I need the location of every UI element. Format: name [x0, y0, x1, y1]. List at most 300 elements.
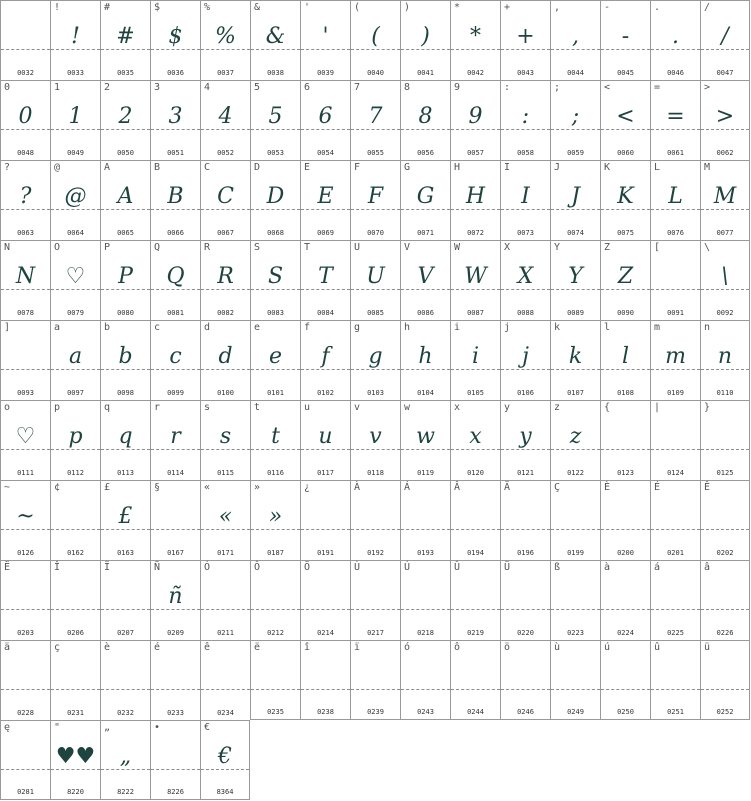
glyph-cell [200, 160, 250, 240]
glyph-sample: J [571, 184, 580, 209]
glyph-code: 0040 [367, 69, 384, 77]
glyph-code: 0123 [617, 469, 634, 477]
glyph-sample: + [516, 24, 535, 49]
glyph-sample: - [621, 24, 630, 49]
glyph-cell [50, 0, 100, 80]
glyph-sample: S [267, 264, 284, 289]
glyph-cell [150, 480, 200, 560]
glyph-char-label: R [204, 242, 211, 253]
glyph-cell [350, 560, 400, 640]
glyph-char-label: ï [354, 642, 361, 653]
glyph-sample: R [217, 264, 234, 289]
glyph-char-label: b [104, 322, 111, 333]
glyph-code: 0233 [167, 709, 184, 717]
glyph-char-label: * [454, 2, 461, 13]
glyph-cell [150, 160, 200, 240]
glyph-sample: Y [568, 264, 583, 289]
glyph-sample [601, 575, 650, 619]
glyph-cell [650, 160, 700, 240]
glyph-sample: € [218, 744, 232, 769]
glyph-char-label: Ñ [154, 562, 161, 573]
glyph-code: 0226 [716, 629, 734, 637]
glyph-cell [400, 80, 450, 160]
glyph-sample [301, 655, 350, 699]
glyph-code: 0080 [117, 309, 134, 317]
glyph-sample [151, 735, 200, 779]
glyph-char-label: Ö [304, 562, 311, 573]
glyph-sample: L [668, 184, 683, 209]
glyph-sample [651, 575, 700, 619]
glyph-cell [550, 80, 600, 160]
glyph-cell [500, 400, 550, 480]
glyph-code: 0228 [17, 709, 34, 717]
glyph-code: 0055 [367, 149, 384, 157]
glyph-sample: k [568, 344, 583, 369]
glyph-sample: 3 [168, 104, 183, 129]
glyph-code: 0061 [667, 149, 684, 157]
glyph-cell [500, 640, 550, 720]
glyph-char-label: x [454, 402, 461, 413]
glyph-sample: = [666, 104, 685, 129]
glyph-cell [550, 560, 600, 640]
glyph-sample: 4 [218, 104, 233, 129]
glyph-code: 0171 [217, 549, 234, 557]
glyph-sample: £ [118, 504, 133, 529]
glyph-sample: % [215, 24, 236, 49]
glyph-char-label: k [554, 322, 561, 333]
glyph-sample [651, 495, 700, 539]
glyph-sample: < [616, 104, 635, 129]
glyph-char-label: • [154, 722, 161, 733]
glyph-code: 0162 [67, 549, 84, 557]
glyph-char-label: a [54, 322, 61, 333]
glyph-char-label: ë [254, 642, 261, 653]
glyph-sample [651, 415, 700, 459]
glyph-sample: \ [721, 264, 729, 289]
glyph-char-label: , [554, 2, 561, 13]
glyph-code: 0196 [517, 549, 534, 557]
glyph-cell [700, 480, 750, 560]
glyph-code: 0077 [716, 229, 734, 237]
glyph-char-label: ( [354, 2, 361, 13]
glyph-code: 0099 [167, 389, 184, 397]
glyph-code: 0193 [417, 549, 434, 557]
glyph-char-label: \ [704, 242, 711, 253]
glyph-char-label: ? [4, 162, 11, 173]
glyph-code: 0056 [417, 149, 434, 157]
glyph-sample: 9 [468, 104, 483, 129]
glyph-char-label: l [604, 322, 611, 333]
glyph-sample: G [416, 184, 435, 209]
glyph-code: 0119 [417, 469, 434, 477]
glyph-code: 0223 [567, 629, 584, 637]
glyph-cell [50, 720, 100, 800]
glyph-cell [350, 320, 400, 400]
glyph-code: 0065 [117, 229, 134, 237]
glyph-sample: ! [71, 24, 80, 49]
glyph-cell [50, 320, 100, 400]
glyph-sample: 8 [418, 104, 433, 129]
glyph-sample: : [521, 104, 530, 129]
glyph-char-label: < [604, 82, 611, 93]
glyph-code: 0207 [117, 629, 134, 637]
glyph-cell [400, 400, 450, 480]
glyph-cell [550, 0, 600, 80]
glyph-sample [551, 655, 600, 699]
glyph-cell [400, 560, 450, 640]
glyph-cell [500, 160, 550, 240]
glyph-cell [100, 0, 150, 80]
glyph-sample: ) [421, 24, 430, 49]
glyph-sample [1, 655, 50, 699]
glyph-sample: E [317, 184, 334, 209]
glyph-code: 0110 [716, 389, 734, 397]
glyph-sample: I [521, 184, 530, 209]
glyph-sample: d [218, 344, 233, 369]
glyph-char-label: y [504, 402, 511, 413]
glyph-code: 0122 [567, 469, 584, 477]
glyph-cell [250, 400, 300, 480]
glyph-cell [450, 0, 500, 80]
glyph-sample [451, 575, 500, 619]
glyph-cell [50, 480, 100, 560]
glyph-code: 0104 [417, 389, 434, 397]
glyph-sample: C [217, 184, 234, 209]
glyph-code: 0192 [367, 549, 384, 557]
glyph-cell [250, 160, 300, 240]
glyph-code: 0072 [467, 229, 484, 237]
glyph-char-label: n [704, 322, 711, 333]
glyph-char-label: / [704, 2, 711, 13]
glyph-char-label: = [654, 82, 661, 93]
glyph-cell [700, 640, 750, 720]
glyph-code: 0081 [167, 309, 184, 317]
glyph-cell [400, 480, 450, 560]
glyph-code: 0218 [417, 629, 434, 637]
glyph-char-label: > [704, 82, 711, 93]
glyph-sample: H [465, 184, 486, 209]
glyph-char-label: { [604, 402, 611, 413]
glyph-code: 0235 [267, 708, 284, 716]
glyph-char-label: » [254, 482, 261, 493]
glyph-char-label: M [704, 162, 711, 173]
glyph-cell [100, 240, 150, 320]
glyph-sample [201, 575, 250, 619]
glyph-cell [300, 160, 350, 240]
glyph-sample: q [118, 424, 133, 449]
glyph-sample [601, 415, 650, 459]
glyph-code: 0044 [567, 69, 584, 77]
glyph-code: 0041 [417, 69, 434, 77]
glyph-sample [101, 655, 150, 699]
glyph-cell [0, 0, 50, 80]
glyph-code: 0083 [267, 309, 284, 317]
glyph-cell [350, 640, 400, 720]
glyph-code: 0100 [217, 389, 234, 397]
glyph-sample [551, 495, 600, 539]
glyph-sample [401, 495, 450, 539]
glyph-sample: P [118, 264, 133, 289]
glyph-cell [450, 560, 500, 640]
glyph-char-label: " [54, 722, 61, 733]
glyph-cell [600, 640, 650, 720]
glyph-code: 8222 [117, 788, 134, 796]
glyph-sample: g [368, 344, 383, 369]
glyph-sample: T [318, 264, 333, 289]
glyph-sample: M [713, 184, 737, 209]
glyph-code: 0209 [167, 629, 184, 637]
glyph-cell [250, 80, 300, 160]
glyph-sample [701, 575, 749, 619]
glyph-cell [250, 0, 300, 80]
glyph-cell [50, 240, 100, 320]
glyph-cell [100, 560, 150, 640]
glyph-cell [400, 640, 450, 720]
glyph-char-label: Ï [104, 562, 111, 573]
glyph-cell [200, 480, 250, 560]
glyph-code: 0250 [617, 708, 634, 716]
glyph-sample: > [715, 104, 735, 129]
glyph-code: 0107 [567, 389, 584, 397]
glyph-cell [650, 0, 700, 80]
glyph-char-label: 9 [454, 82, 461, 93]
glyph-code: 0076 [667, 229, 684, 237]
glyph-cell [550, 240, 600, 320]
glyph-char-label: } [704, 402, 711, 413]
glyph-code: 0120 [467, 469, 484, 477]
glyph-code: 0224 [617, 629, 634, 637]
glyph-sample: ♡ [15, 424, 36, 449]
glyph-cell [700, 0, 750, 80]
glyph-char-label: H [454, 162, 461, 173]
glyph-sample [151, 495, 200, 539]
glyph-sample: X [517, 264, 534, 289]
glyph-code: 0084 [317, 309, 334, 317]
glyph-sample: l [621, 344, 630, 369]
glyph-code: 0051 [167, 149, 184, 157]
glyph-char-label: ) [404, 2, 411, 13]
glyph-code: 0126 [17, 549, 34, 557]
glyph-code: 0167 [167, 549, 184, 557]
glyph-code: 0113 [117, 469, 134, 477]
glyph-code: 0064 [67, 229, 84, 237]
glyph-char-label: £ [104, 482, 111, 493]
glyph-code: 0125 [716, 469, 734, 477]
glyph-cell [650, 640, 700, 720]
glyph-cell [600, 320, 650, 400]
glyph-char-label: L [654, 162, 661, 173]
glyph-cell [50, 400, 100, 480]
glyph-code: 0066 [167, 229, 184, 237]
glyph-code: 0090 [617, 309, 634, 317]
glyph-cell [100, 160, 150, 240]
glyph-cell [0, 560, 50, 640]
glyph-cell [350, 240, 400, 320]
glyph-char-label: ¢ [54, 482, 61, 493]
glyph-code: 0246 [517, 708, 534, 716]
glyph-char-label: „ [104, 722, 111, 733]
glyph-sample: 5 [268, 104, 283, 129]
glyph-code: 0115 [217, 469, 234, 477]
glyph-cell [500, 240, 550, 320]
glyph-code: 0249 [567, 708, 584, 716]
glyph-code: 0281 [17, 788, 34, 796]
glyph-cell [400, 240, 450, 320]
glyph-cell [300, 560, 350, 640]
glyph-char-label: w [404, 402, 411, 413]
glyph-cell [250, 560, 300, 640]
glyph-char-label: & [254, 2, 261, 13]
glyph-char-label: T [304, 242, 311, 253]
glyph-code: 0047 [716, 69, 734, 77]
glyph-sample [1, 575, 50, 619]
glyph-sample [1, 335, 50, 379]
glyph-char-label: j [504, 322, 511, 333]
glyph-cell [600, 240, 650, 320]
glyph-code: 0244 [467, 708, 484, 716]
glyph-code: 0219 [467, 629, 484, 637]
glyph-cell [200, 240, 250, 320]
glyph-sample: ? [19, 184, 32, 209]
glyph-code: 0052 [217, 149, 234, 157]
glyph-sample [451, 655, 500, 699]
glyph-char-label: 1 [54, 82, 61, 93]
glyph-char-label: ó [404, 642, 411, 653]
glyph-code: 0109 [667, 389, 684, 397]
glyph-char-label: t [254, 402, 261, 413]
glyph-sample: ( [371, 24, 380, 49]
glyph-char-label: 6 [304, 82, 311, 93]
glyph-sample: ♥♥ [55, 744, 96, 769]
glyph-code: 0187 [267, 549, 284, 557]
glyph-sample: K [617, 184, 634, 209]
glyph-code: 0035 [117, 69, 134, 77]
glyph-sample: e [268, 344, 283, 369]
glyph-char-label: J [554, 162, 561, 173]
glyph-sample [1, 15, 50, 59]
glyph-code: 0054 [317, 149, 334, 157]
glyph-char-label: ç [54, 642, 61, 653]
glyph-char-label: - [604, 2, 611, 13]
glyph-cell [600, 0, 650, 80]
glyph-cell [500, 480, 550, 560]
glyph-code: 0088 [517, 309, 534, 317]
glyph-sample: N [15, 264, 36, 289]
glyph-sample: F [367, 184, 384, 209]
glyph-sample: D [266, 184, 285, 209]
glyph-code: 0201 [667, 549, 684, 557]
glyph-code: 0098 [117, 389, 134, 397]
glyph-code: 0060 [617, 149, 634, 157]
glyph-sample: ~ [16, 504, 35, 529]
glyph-code: 0089 [567, 309, 584, 317]
glyph-char-label: ú [604, 642, 611, 653]
glyph-cell [0, 640, 50, 720]
glyph-sample [701, 655, 749, 699]
glyph-code: 0079 [67, 309, 84, 317]
glyph-char-label: € [204, 722, 211, 733]
glyph-char-label: u [304, 402, 311, 413]
glyph-cell [300, 640, 350, 720]
glyph-cell [100, 80, 150, 160]
glyph-cell [200, 400, 250, 480]
glyph-code: 0234 [217, 709, 234, 717]
glyph-sample: $ [168, 24, 183, 49]
glyph-sample: y [519, 424, 532, 449]
glyph-char-label: h [404, 322, 411, 333]
glyph-code: 0163 [117, 549, 134, 557]
glyph-cell [450, 400, 500, 480]
glyph-char-label: « [204, 482, 211, 493]
glyph-sample: c [169, 344, 182, 369]
glyph-cell [500, 320, 550, 400]
glyph-sample: z [569, 424, 582, 449]
glyph-char-label: â [704, 562, 711, 573]
glyph-sample: * [470, 24, 481, 49]
glyph-cell [500, 80, 550, 160]
glyph-char-label: ! [54, 2, 61, 13]
glyph-sample: p [68, 424, 83, 449]
glyph-code: 0238 [317, 708, 334, 716]
glyph-cell [650, 240, 700, 320]
glyph-sample: a [68, 344, 83, 369]
glyph-char-label: r [154, 402, 161, 413]
glyph-char-label: 5 [254, 82, 261, 93]
glyph-sample [451, 495, 500, 539]
glyph-code: 0220 [517, 629, 534, 637]
glyph-char-label: é [154, 642, 161, 653]
glyph-cell [300, 400, 350, 480]
glyph-code: 0049 [67, 149, 84, 157]
glyph-code: 0202 [716, 549, 734, 557]
glyph-char-label: ö [504, 642, 511, 653]
glyph-char-label: q [104, 402, 111, 413]
glyph-sample [1, 735, 50, 779]
glyph-code: 8226 [167, 788, 184, 796]
glyph-char-label: î [304, 642, 311, 653]
glyph-cell [450, 160, 500, 240]
glyph-sample: A [117, 184, 134, 209]
glyph-code: 0251 [667, 708, 684, 716]
glyph-code: 0068 [267, 229, 284, 237]
glyph-code: 0106 [517, 389, 534, 397]
glyph-char-label: 0 [4, 82, 11, 93]
glyph-cell [100, 320, 150, 400]
glyph-sample [351, 495, 400, 539]
glyph-cell [600, 160, 650, 240]
glyph-code: 0048 [17, 149, 34, 157]
glyph-sample: ' [322, 24, 329, 49]
glyph-char-label: c [154, 322, 161, 333]
glyph-char-label: : [504, 82, 511, 93]
glyph-cell [100, 480, 150, 560]
glyph-char-label: ä [4, 642, 11, 653]
glyph-code: 0108 [617, 389, 634, 397]
glyph-char-label: Ç [554, 482, 561, 493]
glyph-cell [0, 240, 50, 320]
glyph-code: 0078 [17, 309, 34, 317]
glyph-cell [700, 240, 750, 320]
glyph-char-label: ; [554, 82, 561, 93]
glyph-sample: « [218, 504, 233, 529]
glyph-char-label: [ [654, 242, 661, 253]
glyph-code: 0118 [367, 469, 384, 477]
glyph-sample [401, 655, 450, 699]
glyph-code: 0046 [667, 69, 684, 77]
glyph-code: 0039 [317, 69, 334, 77]
glyph-char-label: ~ [4, 482, 11, 493]
glyph-char-label: E [304, 162, 311, 173]
